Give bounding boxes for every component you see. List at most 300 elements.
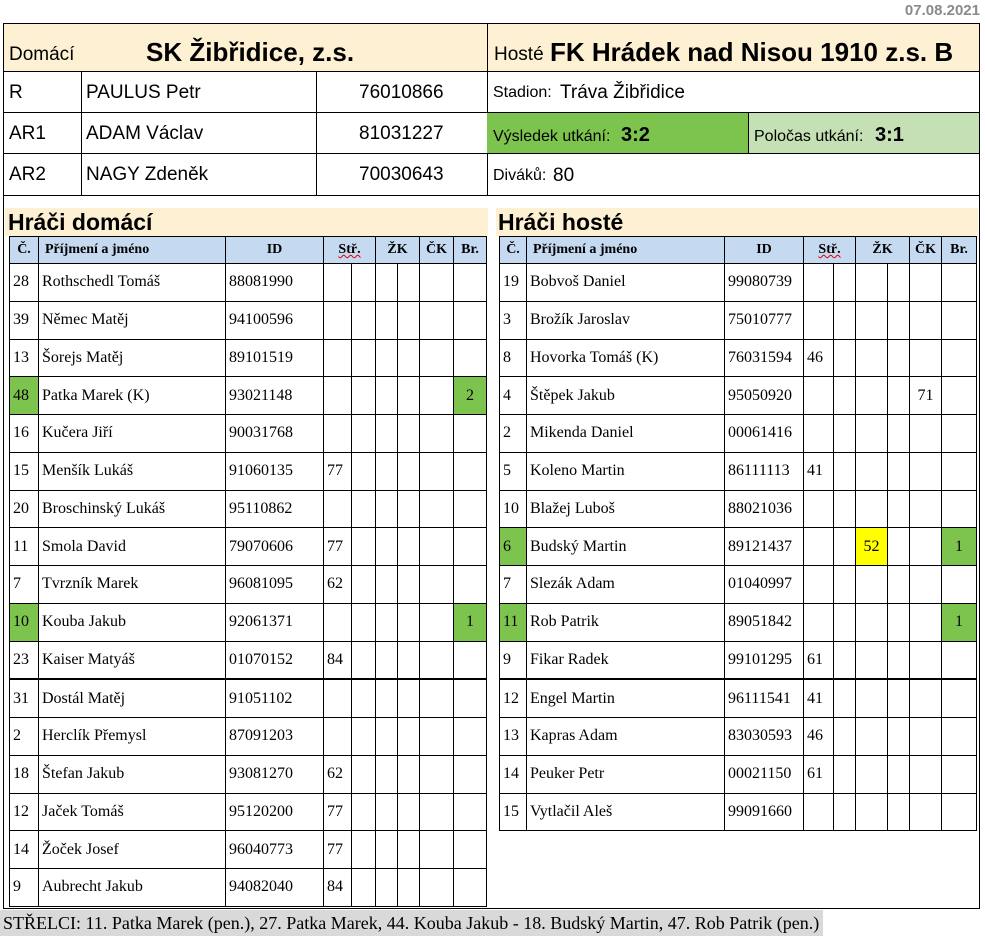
player-goals [454, 264, 487, 302]
sub-extra-cell [834, 377, 856, 415]
player-number: 2 [10, 718, 39, 756]
sub-extra-cell [352, 339, 376, 377]
player-id: 79070606 [226, 528, 324, 566]
yellow-extra-cell [398, 641, 420, 679]
player-row [10, 528, 487, 566]
sub-extra-cell [352, 869, 376, 907]
player-sub-minute: 84 [324, 869, 352, 907]
spectators-value: 80 [553, 165, 575, 186]
player-row [500, 301, 977, 339]
player-red-card [420, 377, 454, 415]
player-number: 3 [500, 301, 527, 339]
player-yellow-card [376, 603, 398, 641]
player-red-card [910, 755, 942, 793]
player-id: 95110862 [226, 490, 324, 528]
player-id: 86111113 [725, 452, 804, 490]
player-sub-minute [324, 339, 352, 377]
match-date: 07.08.2021 [904, 2, 980, 19]
player-goals [454, 490, 487, 528]
yellow-extra-cell [398, 603, 420, 641]
player-id: 89121437 [725, 528, 804, 566]
col-goals: Br. [942, 237, 977, 264]
home-team-header [3, 23, 488, 72]
yellow-extra-cell [398, 339, 420, 377]
player-id: 01040997 [725, 566, 804, 604]
player-red-card [910, 528, 942, 566]
player-name: Slezák Adam [527, 566, 725, 604]
player-id: 96040773 [226, 831, 324, 869]
stadium-label: Stadion: [493, 84, 552, 101]
away-players-table [499, 236, 977, 831]
player-number: 31 [10, 679, 39, 717]
player-id: 92061371 [226, 603, 324, 641]
player-sub-minute: 77 [324, 528, 352, 566]
player-sub-minute: 62 [324, 755, 352, 793]
home-players-title: Hráči domácí [8, 209, 153, 235]
player-yellow-card [856, 377, 888, 415]
col-name: Příjmení a jméno [39, 237, 226, 264]
player-sub-minute: 61 [804, 755, 834, 793]
player-sub-minute [324, 301, 352, 339]
referee-id: 81031227 [359, 123, 444, 144]
yellow-extra-cell [398, 415, 420, 453]
player-name: Brožík Jaroslav [527, 301, 725, 339]
player-sub-minute: 84 [324, 641, 352, 679]
player-sub-minute [324, 490, 352, 528]
player-goals [454, 641, 487, 679]
sub-extra-cell [834, 679, 856, 717]
player-name: Broschinský Lukáš [39, 490, 226, 528]
col-yellow: ŽK [856, 237, 910, 264]
player-yellow-card [856, 415, 888, 453]
player-goals [454, 528, 487, 566]
player-id: 00021150 [725, 755, 804, 793]
player-red-card [420, 415, 454, 453]
halftime-value: 3:1 [875, 124, 904, 146]
player-red-card [910, 679, 942, 717]
player-number: 11 [500, 603, 527, 641]
player-name: Jaček Tomáš [39, 793, 226, 831]
player-id: 94100596 [226, 301, 324, 339]
player-goals [942, 301, 977, 339]
player-name: Kapras Adam [527, 718, 725, 756]
player-goals: 1 [454, 603, 487, 641]
player-yellow-card [376, 566, 398, 604]
player-yellow-card [376, 415, 398, 453]
player-red-card [910, 603, 942, 641]
player-red-card [420, 264, 454, 302]
player-id: 83030593 [725, 718, 804, 756]
player-red-card [910, 301, 942, 339]
player-sub-minute [324, 603, 352, 641]
player-goals [454, 566, 487, 604]
sub-extra-cell [834, 528, 856, 566]
away-table-header [500, 237, 977, 264]
player-yellow-card [376, 793, 398, 831]
away-label: Hosté [494, 44, 544, 65]
player-number: 18 [10, 755, 39, 793]
yellow-extra-cell [888, 603, 910, 641]
player-sub-minute: 46 [804, 339, 834, 377]
player-row [500, 264, 977, 302]
sub-extra-cell [834, 452, 856, 490]
col-num: Č. [500, 237, 527, 264]
referees-table [3, 71, 488, 196]
referee-name: NAGY Zdeněk [86, 164, 209, 185]
sub-extra-cell [352, 793, 376, 831]
player-row [10, 755, 487, 793]
player-red-card [910, 718, 942, 756]
stadium-row [487, 72, 979, 113]
result-label: Výsledek utkání: [493, 128, 611, 145]
player-row [10, 869, 487, 907]
player-goals [942, 339, 977, 377]
player-row [10, 377, 487, 415]
player-number: 10 [500, 490, 527, 528]
player-row [10, 793, 487, 831]
referee-row [4, 113, 487, 154]
referee-id: 70030643 [359, 164, 444, 185]
player-sub-minute [804, 301, 834, 339]
player-sub-minute [324, 718, 352, 756]
player-red-card [910, 641, 942, 679]
sub-extra-cell [352, 718, 376, 756]
player-number: 39 [10, 301, 39, 339]
player-name: Fikar Radek [527, 641, 725, 679]
player-row [10, 679, 487, 717]
referee-row [4, 72, 487, 113]
col-yellow: ŽK [376, 237, 420, 264]
player-goals [942, 490, 977, 528]
player-id: 87091203 [226, 718, 324, 756]
player-sub-minute [804, 490, 834, 528]
player-name: Mikenda Daniel [527, 415, 725, 453]
player-yellow-card [376, 301, 398, 339]
player-name: Kaiser Matyáš [39, 641, 226, 679]
player-sub-minute [804, 377, 834, 415]
player-goals [454, 452, 487, 490]
sub-extra-cell [834, 755, 856, 793]
player-goals [454, 793, 487, 831]
sub-extra-cell [834, 718, 856, 756]
player-name: Smola David [39, 528, 226, 566]
col-red: ČK [420, 237, 454, 264]
sub-extra-cell [834, 264, 856, 302]
player-yellow-card [856, 566, 888, 604]
player-sub-minute [324, 415, 352, 453]
referee-row [4, 154, 487, 195]
player-sub-minute [324, 264, 352, 302]
player-yellow-card [376, 679, 398, 717]
player-name: Rothschedl Tomáš [39, 264, 226, 302]
player-row [500, 755, 977, 793]
player-sub-minute: 77 [324, 793, 352, 831]
player-number: 28 [10, 264, 39, 302]
player-name: Blažej Luboš [527, 490, 725, 528]
match-info [487, 71, 980, 196]
halftime-label: Poločas utkání: [754, 128, 864, 145]
player-id: 91060135 [226, 452, 324, 490]
player-red-card [420, 641, 454, 679]
player-row [10, 831, 487, 869]
player-number: 2 [500, 415, 527, 453]
yellow-extra-cell [888, 415, 910, 453]
goal-scorers: STŘELCI: 11. Patka Marek (pen.), 27. Patka Marek, 44. Kouba Jakub - 18. Budský Martin, 47. Rob Patrik (pen.) [0, 910, 823, 936]
player-id: 95050920 [725, 377, 804, 415]
sub-extra-cell [352, 528, 376, 566]
player-row [500, 603, 977, 641]
player-name: Štefan Jakub [39, 755, 226, 793]
referee-role: AR2 [9, 164, 46, 185]
player-number: 23 [10, 641, 39, 679]
player-red-card [420, 339, 454, 377]
player-number: 10 [10, 603, 39, 641]
player-number: 16 [10, 415, 39, 453]
player-goals [454, 679, 487, 717]
yellow-extra-cell [398, 718, 420, 756]
player-row [10, 264, 487, 302]
player-row [10, 603, 487, 641]
player-red-card [420, 603, 454, 641]
yellow-extra-cell [888, 755, 910, 793]
player-sub-minute: 62 [324, 566, 352, 604]
referee-name: ADAM Václav [86, 123, 204, 144]
player-row [10, 641, 487, 679]
player-goals [942, 679, 977, 717]
player-name: Štěpek Jakub [527, 377, 725, 415]
player-id: 01070152 [226, 641, 324, 679]
sub-extra-cell [352, 452, 376, 490]
player-red-card [910, 566, 942, 604]
yellow-extra-cell [398, 452, 420, 490]
player-id: 90031768 [226, 415, 324, 453]
player-name: Herclík Přemysl [39, 718, 226, 756]
player-sub-minute [804, 415, 834, 453]
player-name: Němec Matěj [39, 301, 226, 339]
player-name: Menšík Lukáš [39, 452, 226, 490]
player-red-card [420, 831, 454, 869]
yellow-extra-cell [398, 755, 420, 793]
player-sub-minute: 77 [324, 452, 352, 490]
sub-extra-cell [352, 415, 376, 453]
player-red-card [420, 301, 454, 339]
player-number: 19 [500, 264, 527, 302]
col-num: Č. [10, 237, 39, 264]
player-id: 94082040 [226, 869, 324, 907]
player-red-card [420, 528, 454, 566]
player-yellow-card [856, 641, 888, 679]
player-number: 13 [10, 339, 39, 377]
player-id: 89051842 [725, 603, 804, 641]
player-number: 9 [500, 641, 527, 679]
player-yellow-card [856, 755, 888, 793]
player-number: 14 [10, 831, 39, 869]
home-table-header [10, 237, 487, 264]
player-name: Bobvoš Daniel [527, 264, 725, 302]
sub-extra-cell [834, 301, 856, 339]
player-number: 20 [10, 490, 39, 528]
sub-extra-cell [352, 603, 376, 641]
player-name: Tvrzník Marek [39, 566, 226, 604]
player-name: Koleno Martin [527, 452, 725, 490]
player-sub-minute [804, 793, 834, 831]
yellow-extra-cell [888, 566, 910, 604]
player-id: 91051102 [226, 679, 324, 717]
player-red-card [420, 718, 454, 756]
player-sub-minute [804, 528, 834, 566]
player-name: Kouba Jakub [39, 603, 226, 641]
player-row [10, 452, 487, 490]
yellow-extra-cell [888, 641, 910, 679]
player-sub-minute [324, 679, 352, 717]
sub-extra-cell [352, 301, 376, 339]
away-team-name: FK Hrádek nad Nisou 1910 z.s. B [550, 37, 954, 67]
player-name: Dostál Matěj [39, 679, 226, 717]
player-goals [454, 339, 487, 377]
yellow-extra-cell [398, 869, 420, 907]
player-goals: 1 [942, 603, 977, 641]
yellow-extra-cell [398, 301, 420, 339]
referee-id: 76010866 [359, 82, 444, 103]
home-team-name: SK Žibřidice, z.s. [146, 37, 355, 67]
spectators-label: Diváků: [493, 167, 547, 184]
yellow-extra-cell [888, 528, 910, 566]
player-number: 5 [500, 452, 527, 490]
col-red: ČK [910, 237, 942, 264]
player-number: 7 [500, 566, 527, 604]
yellow-extra-cell [888, 264, 910, 302]
player-name: Hovorka Tomáš (K) [527, 339, 725, 377]
home-players-title-bar [5, 208, 488, 236]
player-number: 8 [500, 339, 527, 377]
col-id: ID [226, 237, 324, 264]
sub-extra-cell [352, 377, 376, 415]
player-red-card [910, 452, 942, 490]
player-goals [942, 718, 977, 756]
player-yellow-card [856, 603, 888, 641]
col-sub: Stř. [324, 237, 376, 264]
player-yellow-card [376, 452, 398, 490]
player-yellow-card [856, 793, 888, 831]
player-red-card [420, 490, 454, 528]
player-yellow-card [376, 718, 398, 756]
player-name: Aubrecht Jakub [39, 869, 226, 907]
result-value: 3:2 [621, 124, 650, 146]
player-goals [942, 641, 977, 679]
player-row [10, 566, 487, 604]
sub-extra-cell [834, 566, 856, 604]
player-yellow-card [376, 831, 398, 869]
player-number: 4 [500, 377, 527, 415]
yellow-extra-cell [398, 377, 420, 415]
player-row [500, 339, 977, 377]
yellow-extra-cell [398, 566, 420, 604]
player-red-card [420, 755, 454, 793]
player-row [10, 718, 487, 756]
player-red-card [420, 793, 454, 831]
player-id: 76031594 [725, 339, 804, 377]
referee-role: AR1 [9, 123, 46, 144]
player-goals [454, 718, 487, 756]
yellow-extra-cell [398, 528, 420, 566]
stadium-value: Tráva Žibřidice [560, 82, 685, 103]
yellow-extra-cell [398, 264, 420, 302]
sub-extra-cell [352, 566, 376, 604]
player-row [500, 793, 977, 831]
home-label: Domácí [9, 44, 75, 65]
player-sub-minute: 61 [804, 641, 834, 679]
col-name: Příjmení a jméno [527, 237, 725, 264]
player-id: 99080739 [725, 264, 804, 302]
sub-extra-cell [352, 264, 376, 302]
player-number: 12 [10, 793, 39, 831]
player-name: Patka Marek (K) [39, 377, 226, 415]
player-sub-minute: 77 [324, 831, 352, 869]
player-red-card [420, 566, 454, 604]
player-goals [454, 301, 487, 339]
player-red-card [910, 339, 942, 377]
player-id: 75010777 [725, 301, 804, 339]
player-goals [454, 831, 487, 869]
player-sub-minute [804, 264, 834, 302]
yellow-extra-cell [398, 793, 420, 831]
player-sub-minute [804, 566, 834, 604]
player-number: 15 [10, 452, 39, 490]
halftime-cell [749, 113, 979, 154]
player-yellow-card [856, 301, 888, 339]
sub-extra-cell [834, 603, 856, 641]
player-id: 93081270 [226, 755, 324, 793]
player-id: 93021148 [226, 377, 324, 415]
away-players-title: Hráči hosté [498, 209, 624, 235]
player-sub-minute: 46 [804, 718, 834, 756]
player-sub-minute [804, 603, 834, 641]
yellow-extra-cell [888, 452, 910, 490]
player-red-card [910, 793, 942, 831]
player-id: 95120200 [226, 793, 324, 831]
player-name: Vytlačil Aleš [527, 793, 725, 831]
player-goals [942, 793, 977, 831]
yellow-extra-cell [888, 339, 910, 377]
player-name: Engel Martin [527, 679, 725, 717]
player-row [500, 490, 977, 528]
player-goals [454, 755, 487, 793]
player-goals [942, 415, 977, 453]
sub-extra-cell [834, 641, 856, 679]
player-row [500, 718, 977, 756]
player-red-card [910, 415, 942, 453]
player-yellow-card [376, 264, 398, 302]
player-number: 9 [10, 869, 39, 907]
player-yellow-card [856, 339, 888, 377]
player-red-card [910, 264, 942, 302]
player-goals [942, 264, 977, 302]
away-team-header [487, 23, 980, 72]
sub-extra-cell [834, 415, 856, 453]
player-sub-minute [324, 377, 352, 415]
referee-name: PAULUS Petr [86, 82, 201, 103]
player-number: 15 [500, 793, 527, 831]
player-yellow-card [856, 679, 888, 717]
player-goals [942, 377, 977, 415]
player-row [500, 452, 977, 490]
col-goals: Br. [454, 237, 487, 264]
sub-extra-cell [834, 339, 856, 377]
player-yellow-card [376, 869, 398, 907]
col-id: ID [725, 237, 804, 264]
sub-extra-cell [352, 679, 376, 717]
player-id: 96111541 [725, 679, 804, 717]
